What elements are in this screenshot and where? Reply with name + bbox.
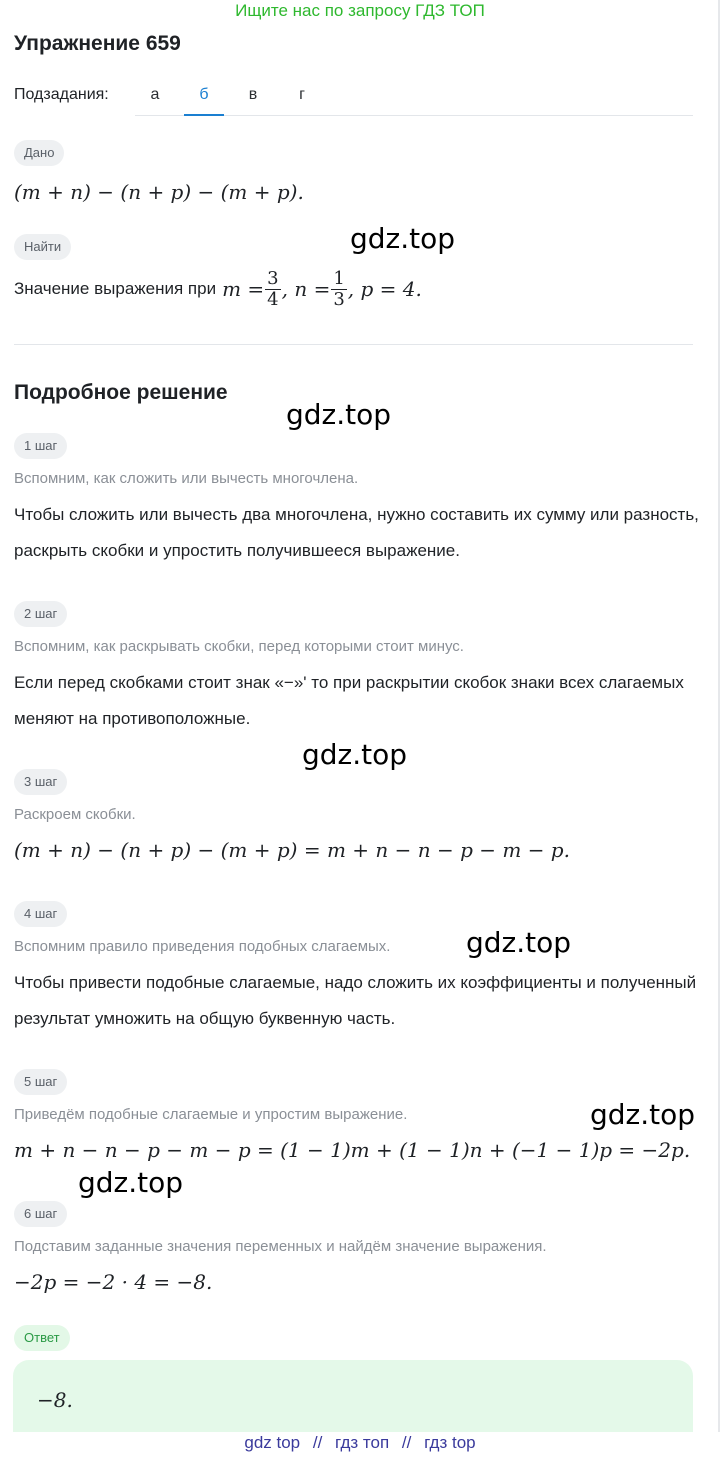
footer-separator-2: //: [401, 1433, 412, 1452]
watermark-2: gdz.top: [286, 398, 392, 431]
step-6-badge: 6 шаг: [14, 1201, 67, 1227]
fraction-m: [265, 269, 280, 310]
tab-a[interactable]: а: [150, 86, 160, 103]
section-divider: [14, 344, 693, 345]
step-4-text: Чтобы привести подобные слагаемые, надо сложить их коэффициенты и полученный результат умножить на общую буквенную часть.: [14, 973, 697, 1028]
watermark-6: gdz.top: [78, 1166, 184, 1199]
step-2-text: Если перед скобками стоит знак «−»' то при раскрытии скобок знаки всех слагаемых меняют на противоположные.: [14, 673, 684, 728]
subtask-tabs: [135, 78, 693, 116]
step-5-hint: Приведём подобные слагаемые и упростим выражение.: [14, 1106, 408, 1123]
step-6-math: −2p = −2 · 4 = −8.: [14, 1270, 213, 1294]
watermark-4: gdz.top: [466, 926, 572, 959]
fraction-n-denominator: 3: [333, 288, 345, 310]
step-3-hint: Раскроем скобки.: [14, 806, 136, 823]
footer-link-1[interactable]: gdz top: [244, 1433, 301, 1452]
footer-links: [0, 1433, 720, 1453]
find-m-var: m =: [222, 277, 265, 301]
fraction-m-denominator: 4: [267, 288, 279, 310]
find-statement: [14, 264, 422, 314]
answer-value: −8.: [37, 1388, 73, 1412]
step-2-badge: 2 шаг: [14, 601, 67, 627]
find-p-part: , p = 4.: [347, 277, 422, 301]
step-1-badge: 1 шаг: [14, 433, 67, 459]
step-5-math: m + n − n − p − m − p = (1 − 1)m + (1 − 1)n + (−1 − 1)p = −2p.: [14, 1138, 691, 1162]
step-3-badge: 3 шаг: [14, 769, 67, 795]
watermark-1: gdz.top: [350, 222, 456, 255]
fraction-m-numerator: 3: [267, 267, 279, 289]
subtasks-label: Подзадания:: [14, 86, 109, 103]
find-text: Значение выражения при: [14, 279, 217, 298]
step-6-hint: Подставим заданные значения переменных и найдём значение выражения.: [14, 1238, 547, 1255]
step-1-hint: Вспомним, как сложить или вычесть многочлена.: [14, 470, 359, 487]
tab-b[interactable]: б: [184, 78, 224, 116]
footer-link-3[interactable]: гдз top: [424, 1433, 476, 1452]
tab-v[interactable]: в: [248, 86, 258, 103]
search-banner: Ищите нас по запросу ГДЗ ТОП: [235, 1, 485, 20]
answer-badge: Ответ: [14, 1325, 70, 1351]
footer-link-2[interactable]: гдз топ: [335, 1433, 390, 1452]
exercise-title: Упражнение 659: [14, 32, 181, 55]
find-badge: Найти: [14, 234, 71, 260]
answer-box: [13, 1360, 693, 1432]
footer-separator-1: //: [312, 1433, 323, 1452]
step-5-badge: 5 шаг: [14, 1069, 67, 1095]
step-1-text: Чтобы сложить или вычесть два многочлена, нужно составить их сумму или разность, раскрыть скобки и упростить получившееся выражение.: [14, 505, 699, 560]
solution-title: Подробное решение: [14, 381, 228, 404]
find-n-var: , n =: [281, 277, 331, 301]
fraction-n-numerator: 1: [333, 267, 345, 289]
tab-g[interactable]: г: [299, 86, 305, 103]
fraction-n: [331, 269, 346, 310]
step-2-hint: Вспомним, как раскрывать скобки, перед которыми стоит минус.: [14, 638, 464, 655]
step-3-math: (m + n) − (n + p) − (m + p) = m + n − n − p − m − p.: [14, 838, 570, 862]
watermark-5: gdz.top: [590, 1098, 696, 1131]
given-badge: Дано: [14, 140, 64, 166]
step-4-hint: Вспомним правило приведения подобных слагаемых.: [14, 938, 391, 955]
given-expression: (m + n) − (n + p) − (m + p).: [14, 180, 304, 204]
watermark-3: gdz.top: [302, 738, 408, 771]
step-4-badge: 4 шаг: [14, 901, 67, 927]
